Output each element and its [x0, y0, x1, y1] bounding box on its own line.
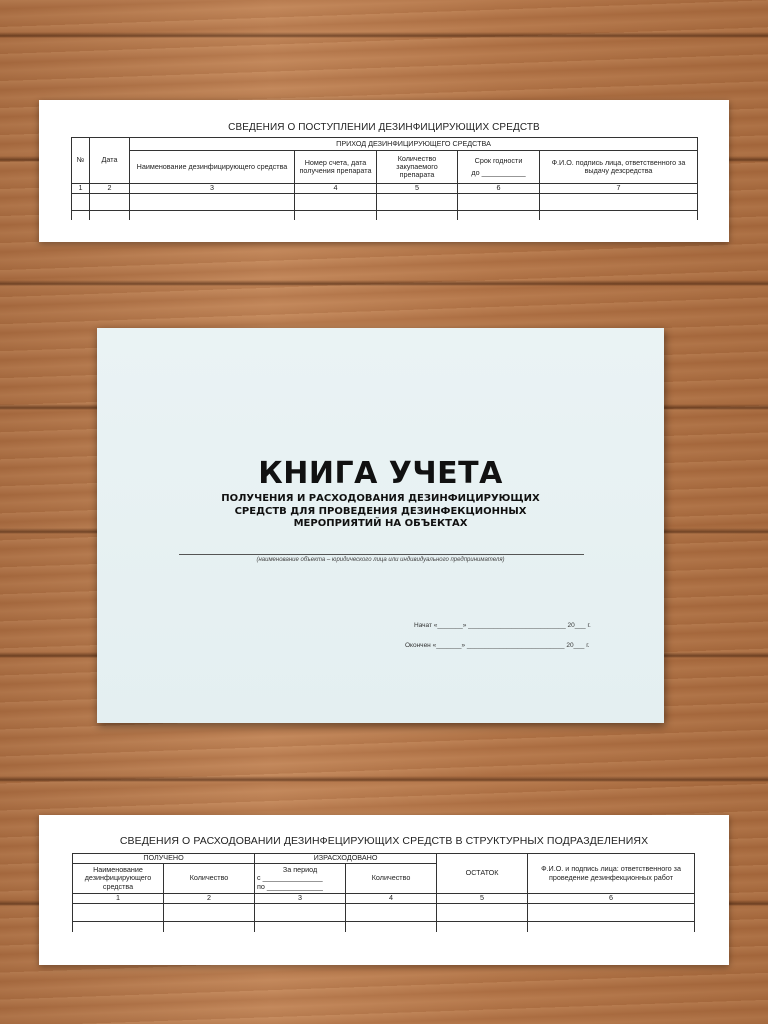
header-number: №	[72, 138, 90, 184]
book-cover	[97, 328, 664, 723]
table-row	[73, 922, 695, 932]
table-row	[72, 211, 698, 220]
header-quantity: Количество закупаемого препарата	[377, 151, 458, 184]
header-responsible-person: Ф.И.О. подпись лица, ответственного за выдачу дезсредства	[540, 151, 698, 184]
header-period-to: по ______________	[257, 881, 323, 891]
end-date-field: Окончен «_______» ___________________________ 20___ г.	[405, 642, 590, 649]
column-number: 4	[346, 894, 437, 904]
header-spent-quantity: Количество	[346, 864, 437, 894]
table-row	[73, 904, 695, 922]
column-number: 1	[73, 894, 164, 904]
table-row	[72, 194, 698, 211]
header-period-label: За период	[282, 865, 318, 875]
cover-title: КНИГА УЧЕТА	[258, 456, 503, 491]
column-number: 1	[72, 184, 90, 194]
header-product-name: Наименование дезинфицирующего средства	[130, 151, 295, 184]
header-product-name: Наименование дезинфицирующего средства	[73, 864, 164, 894]
receipt-table	[71, 137, 698, 220]
object-name-line	[179, 554, 584, 555]
header-period-from: с _______________	[257, 873, 323, 883]
top-form-title: СВЕДЕНИЯ О ПОСТУПЛЕНИИ ДЕЗИНФИЦИРУЮЩИХ СРЕДСТВ	[228, 122, 540, 133]
header-received-quantity: Количество	[164, 864, 255, 894]
header-responsible-person: Ф.И.О. и подпись лица: ответственного за проведение дезинфекционных работ	[528, 854, 695, 894]
header-received-group: ПОЛУЧЕНО	[73, 854, 255, 864]
usage-table	[72, 853, 695, 932]
column-numbers-row	[73, 894, 695, 904]
bottom-form-title: СВЕДЕНИЯ О РАСХОДОВАНИИ ДЕЗИНФЕЦИРУЮЩИХ СРЕДСТВ В СТРУКТУРНЫХ ПОДРАЗДЕЛЕНИЯХ	[119, 835, 649, 847]
start-date-field: Начат «_______» ___________________________ 20___ г.	[414, 622, 591, 629]
column-number: 3	[130, 184, 295, 194]
column-number: 5	[437, 894, 528, 904]
header-spent-group: ИЗРАСХОДОВАНО	[255, 854, 437, 864]
header-invoice: Номер счета, дата получения препарата	[295, 151, 377, 184]
column-numbers-row	[72, 184, 698, 194]
column-number: 4	[295, 184, 377, 194]
column-number: 5	[377, 184, 458, 194]
column-number: 7	[540, 184, 698, 194]
top-form-strip	[39, 100, 729, 242]
bottom-form-strip	[39, 815, 729, 965]
header-receipt-group: ПРИХОД ДЕЗИНФИЦИРУЮЩЕГО СРЕДСТВА	[130, 138, 698, 151]
column-number: 3	[255, 894, 346, 904]
cover-subtitle	[97, 493, 664, 531]
header-expiry	[458, 151, 540, 184]
header-expiry-label: Срок годности	[474, 155, 523, 165]
cover-subtitle-line: СРЕДСТВ ДЛЯ ПРОВЕДЕНИЯ ДЕЗИНФЕКЦИОННЫХ	[234, 505, 527, 517]
header-date: Дата	[90, 138, 130, 184]
object-name-caption: (наименование объекта – юридического лица или индивидуального предпринимателя)	[256, 557, 505, 563]
column-number: 2	[90, 184, 130, 194]
column-number: 6	[458, 184, 540, 194]
header-period	[255, 864, 346, 894]
cover-subtitle-line: МЕРОПРИЯТИЙ НА ОБЪЕКТАХ	[293, 518, 468, 529]
header-expiry-to: до ___________	[471, 168, 526, 177]
column-number: 6	[528, 894, 695, 904]
cover-subtitle-line: ПОЛУЧЕНИЯ И РАСХОДОВАНИЯ ДЕЗИНФИЦИРУЮЩИХ	[221, 493, 540, 504]
column-number: 2	[164, 894, 255, 904]
header-remainder: ОСТАТОК	[437, 854, 528, 894]
